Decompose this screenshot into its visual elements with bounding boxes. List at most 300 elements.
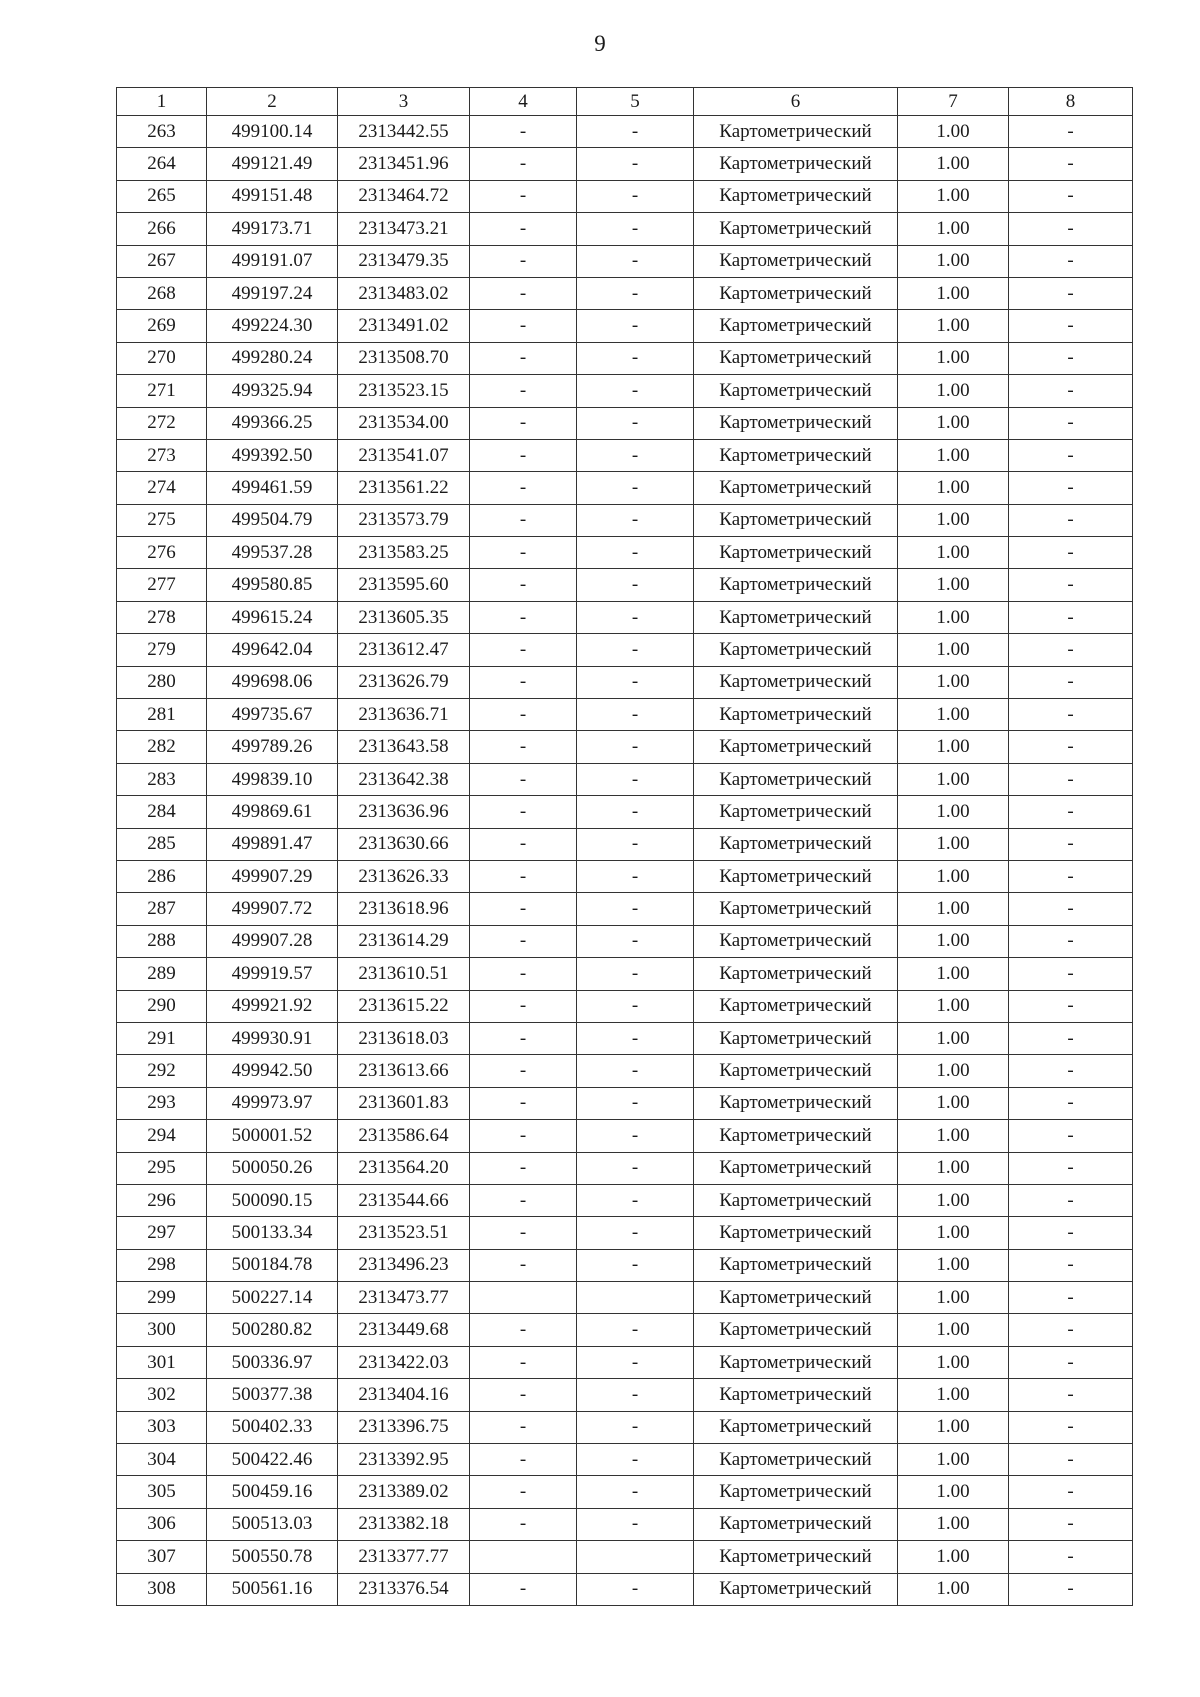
table-row (117, 1217, 1133, 1249)
col8-cell: - (1009, 1476, 1133, 1508)
col8-cell: - (1009, 763, 1133, 795)
method-cell: Картометрический (694, 1022, 898, 1054)
point-number-cell: 284 (117, 796, 207, 828)
method-cell: Картометрический (694, 375, 898, 407)
accuracy-cell: 1.00 (898, 666, 1009, 698)
point-number-cell: 307 (117, 1541, 207, 1573)
table-row (117, 1444, 1133, 1476)
col8-cell: - (1009, 860, 1133, 892)
y-coordinate-cell: 2313534.00 (338, 407, 470, 439)
x-coordinate-cell: 499537.28 (207, 537, 338, 569)
col4-cell: - (470, 569, 577, 601)
point-number-cell: 288 (117, 925, 207, 957)
col8-cell: - (1009, 925, 1133, 957)
x-coordinate-cell: 499615.24 (207, 601, 338, 633)
table-row (117, 1541, 1133, 1573)
point-number-cell: 283 (117, 763, 207, 795)
y-coordinate-cell: 2313508.70 (338, 342, 470, 374)
col5-cell: - (577, 601, 694, 633)
method-cell: Картометрический (694, 116, 898, 148)
accuracy-cell: 1.00 (898, 1152, 1009, 1184)
accuracy-cell: 1.00 (898, 148, 1009, 180)
col8-cell: - (1009, 1541, 1133, 1573)
point-number-cell: 276 (117, 537, 207, 569)
table-row (117, 601, 1133, 633)
accuracy-cell: 1.00 (898, 990, 1009, 1022)
x-coordinate-cell: 499907.28 (207, 925, 338, 957)
accuracy-cell: 1.00 (898, 1249, 1009, 1281)
point-number-cell: 267 (117, 245, 207, 277)
accuracy-cell: 1.00 (898, 1411, 1009, 1443)
accuracy-cell: 1.00 (898, 342, 1009, 374)
point-number-cell: 274 (117, 472, 207, 504)
col4-cell: - (470, 1120, 577, 1152)
method-cell: Картометрический (694, 763, 898, 795)
col5-cell (577, 1282, 694, 1314)
table-row (117, 1379, 1133, 1411)
point-number-cell: 277 (117, 569, 207, 601)
col8-cell: - (1009, 634, 1133, 666)
col8-cell: - (1009, 990, 1133, 1022)
col4-cell: - (470, 763, 577, 795)
y-coordinate-cell: 2313642.38 (338, 763, 470, 795)
col5-cell: - (577, 1573, 694, 1605)
y-coordinate-cell: 2313392.95 (338, 1444, 470, 1476)
col4-cell: - (470, 472, 577, 504)
point-number-cell: 299 (117, 1282, 207, 1314)
col8-cell: - (1009, 1444, 1133, 1476)
col5-cell: - (577, 310, 694, 342)
y-coordinate-cell: 2313613.66 (338, 1055, 470, 1087)
col8-cell: - (1009, 1217, 1133, 1249)
method-cell: Картометрический (694, 796, 898, 828)
method-cell: Картометрический (694, 1184, 898, 1216)
method-cell: Картометрический (694, 245, 898, 277)
method-cell: Картометрический (694, 634, 898, 666)
col8-cell: - (1009, 439, 1133, 471)
accuracy-cell: 1.00 (898, 310, 1009, 342)
col8-cell: - (1009, 472, 1133, 504)
point-number-cell: 268 (117, 277, 207, 309)
point-number-cell: 285 (117, 828, 207, 860)
table-row (117, 1282, 1133, 1314)
table-row (117, 860, 1133, 892)
col5-cell (577, 1541, 694, 1573)
point-number-cell: 290 (117, 990, 207, 1022)
table-row (117, 796, 1133, 828)
col4-cell: - (470, 1379, 577, 1411)
point-number-cell: 301 (117, 1346, 207, 1378)
y-coordinate-cell: 2313601.83 (338, 1087, 470, 1119)
accuracy-cell: 1.00 (898, 1346, 1009, 1378)
table-row (117, 310, 1133, 342)
col4-cell: - (470, 601, 577, 633)
method-cell: Картометрический (694, 731, 898, 763)
col8-cell: - (1009, 828, 1133, 860)
x-coordinate-cell: 499121.49 (207, 148, 338, 180)
col8-cell: - (1009, 1152, 1133, 1184)
point-number-cell: 269 (117, 310, 207, 342)
col4-cell: - (470, 148, 577, 180)
col8-cell: - (1009, 213, 1133, 245)
table-row (117, 1314, 1133, 1346)
accuracy-cell: 1.00 (898, 893, 1009, 925)
x-coordinate-cell: 499869.61 (207, 796, 338, 828)
col8-cell: - (1009, 375, 1133, 407)
col4-cell: - (470, 180, 577, 212)
col5-cell: - (577, 1022, 694, 1054)
table-row (117, 504, 1133, 536)
col8-cell: - (1009, 1087, 1133, 1119)
point-number-cell: 300 (117, 1314, 207, 1346)
method-cell: Картометрический (694, 537, 898, 569)
point-number-cell: 294 (117, 1120, 207, 1152)
x-coordinate-cell: 500422.46 (207, 1444, 338, 1476)
point-number-cell: 293 (117, 1087, 207, 1119)
point-number-cell: 271 (117, 375, 207, 407)
point-number-cell: 286 (117, 860, 207, 892)
column-header: 7 (898, 88, 1009, 116)
col5-cell: - (577, 1346, 694, 1378)
accuracy-cell: 1.00 (898, 1282, 1009, 1314)
accuracy-cell: 1.00 (898, 504, 1009, 536)
x-coordinate-cell: 499839.10 (207, 763, 338, 795)
y-coordinate-cell: 2313523.15 (338, 375, 470, 407)
method-cell: Картометрический (694, 407, 898, 439)
col8-cell: - (1009, 245, 1133, 277)
method-cell: Картометрический (694, 342, 898, 374)
table-row (117, 893, 1133, 925)
col8-cell: - (1009, 1314, 1133, 1346)
col4-cell: - (470, 1152, 577, 1184)
col4-cell: - (470, 828, 577, 860)
col4-cell: - (470, 634, 577, 666)
col5-cell: - (577, 407, 694, 439)
col4-cell: - (470, 504, 577, 536)
point-number-cell: 282 (117, 731, 207, 763)
x-coordinate-cell: 499907.72 (207, 893, 338, 925)
accuracy-cell: 1.00 (898, 116, 1009, 148)
col5-cell: - (577, 1508, 694, 1540)
y-coordinate-cell: 2313573.79 (338, 504, 470, 536)
method-cell: Картометрический (694, 925, 898, 957)
point-number-cell: 264 (117, 148, 207, 180)
x-coordinate-cell: 500336.97 (207, 1346, 338, 1378)
method-cell: Картометрический (694, 699, 898, 731)
accuracy-cell: 1.00 (898, 1120, 1009, 1152)
point-number-cell: 297 (117, 1217, 207, 1249)
y-coordinate-cell: 2313483.02 (338, 277, 470, 309)
table-row (117, 1573, 1133, 1605)
point-number-cell: 302 (117, 1379, 207, 1411)
col4-cell: - (470, 893, 577, 925)
col4-cell: - (470, 666, 577, 698)
coordinates-table (116, 87, 1133, 1606)
x-coordinate-cell: 499919.57 (207, 958, 338, 990)
col4-cell: - (470, 1411, 577, 1443)
col4-cell: - (470, 990, 577, 1022)
method-cell: Картометрический (694, 1152, 898, 1184)
y-coordinate-cell: 2313626.33 (338, 860, 470, 892)
col4-cell: - (470, 116, 577, 148)
col8-cell: - (1009, 1249, 1133, 1281)
method-cell: Картометрический (694, 1379, 898, 1411)
col8-cell: - (1009, 666, 1133, 698)
col4-cell: - (470, 407, 577, 439)
col4-cell: - (470, 1444, 577, 1476)
x-coordinate-cell: 500561.16 (207, 1573, 338, 1605)
col4-cell: - (470, 796, 577, 828)
col8-cell: - (1009, 1022, 1133, 1054)
method-cell: Картометрический (694, 1087, 898, 1119)
col5-cell: - (577, 472, 694, 504)
col4-cell: - (470, 213, 577, 245)
col4-cell: - (470, 1184, 577, 1216)
table-row (117, 731, 1133, 763)
col8-cell: - (1009, 731, 1133, 763)
col4-cell: - (470, 699, 577, 731)
col8-cell: - (1009, 1120, 1133, 1152)
y-coordinate-cell: 2313377.77 (338, 1541, 470, 1573)
accuracy-cell: 1.00 (898, 375, 1009, 407)
x-coordinate-cell: 499891.47 (207, 828, 338, 860)
y-coordinate-cell: 2313595.60 (338, 569, 470, 601)
col4-cell: - (470, 1022, 577, 1054)
accuracy-cell: 1.00 (898, 1314, 1009, 1346)
col8-cell: - (1009, 1411, 1133, 1443)
y-coordinate-cell: 2313636.96 (338, 796, 470, 828)
method-cell: Картометрический (694, 1249, 898, 1281)
accuracy-cell: 1.00 (898, 634, 1009, 666)
point-number-cell: 295 (117, 1152, 207, 1184)
col4-cell: - (470, 1087, 577, 1119)
method-cell: Картометрический (694, 180, 898, 212)
x-coordinate-cell: 500184.78 (207, 1249, 338, 1281)
y-coordinate-cell: 2313636.71 (338, 699, 470, 731)
point-number-cell: 279 (117, 634, 207, 666)
col5-cell: - (577, 1411, 694, 1443)
y-coordinate-cell: 2313583.25 (338, 537, 470, 569)
table-row (117, 1411, 1133, 1443)
col5-cell: - (577, 990, 694, 1022)
accuracy-cell: 1.00 (898, 439, 1009, 471)
table-row (117, 634, 1133, 666)
column-header: 8 (1009, 88, 1133, 116)
x-coordinate-cell: 499735.67 (207, 699, 338, 731)
x-coordinate-cell: 499191.07 (207, 245, 338, 277)
col8-cell: - (1009, 601, 1133, 633)
x-coordinate-cell: 500227.14 (207, 1282, 338, 1314)
y-coordinate-cell: 2313561.22 (338, 472, 470, 504)
table-row (117, 148, 1133, 180)
col5-cell: - (577, 699, 694, 731)
method-cell: Картометрический (694, 1508, 898, 1540)
table-row (117, 180, 1133, 212)
point-number-cell: 281 (117, 699, 207, 731)
accuracy-cell: 1.00 (898, 1379, 1009, 1411)
col5-cell: - (577, 116, 694, 148)
method-cell: Картометрический (694, 439, 898, 471)
table-row (117, 1087, 1133, 1119)
col5-cell: - (577, 1444, 694, 1476)
col4-cell (470, 1282, 577, 1314)
method-cell: Картометрический (694, 1541, 898, 1573)
y-coordinate-cell: 2313404.16 (338, 1379, 470, 1411)
col8-cell: - (1009, 310, 1133, 342)
col4-cell: - (470, 1476, 577, 1508)
y-coordinate-cell: 2313442.55 (338, 116, 470, 148)
x-coordinate-cell: 500513.03 (207, 1508, 338, 1540)
table-row (117, 213, 1133, 245)
col8-cell: - (1009, 537, 1133, 569)
col5-cell: - (577, 180, 694, 212)
table-row (117, 1120, 1133, 1152)
col5-cell: - (577, 148, 694, 180)
method-cell: Картометрический (694, 1217, 898, 1249)
column-header: 6 (694, 88, 898, 116)
accuracy-cell: 1.00 (898, 1022, 1009, 1054)
x-coordinate-cell: 499325.94 (207, 375, 338, 407)
col8-cell: - (1009, 1055, 1133, 1087)
point-number-cell: 272 (117, 407, 207, 439)
table-row (117, 277, 1133, 309)
method-cell: Картометрический (694, 1444, 898, 1476)
x-coordinate-cell: 499930.91 (207, 1022, 338, 1054)
point-number-cell: 306 (117, 1508, 207, 1540)
y-coordinate-cell: 2313610.51 (338, 958, 470, 990)
col4-cell: - (470, 342, 577, 374)
col5-cell: - (577, 277, 694, 309)
point-number-cell: 289 (117, 958, 207, 990)
table-row (117, 116, 1133, 148)
method-cell: Картометрический (694, 277, 898, 309)
method-cell: Картометрический (694, 828, 898, 860)
col5-cell: - (577, 666, 694, 698)
accuracy-cell: 1.00 (898, 731, 1009, 763)
point-number-cell: 278 (117, 601, 207, 633)
method-cell: Картометрический (694, 1346, 898, 1378)
point-number-cell: 287 (117, 893, 207, 925)
point-number-cell: 263 (117, 116, 207, 148)
point-number-cell: 308 (117, 1573, 207, 1605)
table-row (117, 537, 1133, 569)
page-number: 9 (594, 31, 606, 56)
col5-cell: - (577, 1476, 694, 1508)
accuracy-cell: 1.00 (898, 537, 1009, 569)
table-row (117, 666, 1133, 698)
table-row (117, 342, 1133, 374)
method-cell: Картометрический (694, 990, 898, 1022)
x-coordinate-cell: 500001.52 (207, 1120, 338, 1152)
y-coordinate-cell: 2313643.58 (338, 731, 470, 763)
col8-cell: - (1009, 116, 1133, 148)
method-cell: Картометрический (694, 1314, 898, 1346)
accuracy-cell: 1.00 (898, 796, 1009, 828)
point-number-cell: 298 (117, 1249, 207, 1281)
col5-cell: - (577, 439, 694, 471)
col5-cell: - (577, 213, 694, 245)
point-number-cell: 305 (117, 1476, 207, 1508)
col8-cell: - (1009, 893, 1133, 925)
col5-cell: - (577, 375, 694, 407)
accuracy-cell: 1.00 (898, 860, 1009, 892)
col4-cell: - (470, 310, 577, 342)
y-coordinate-cell: 2313496.23 (338, 1249, 470, 1281)
method-cell: Картометрический (694, 601, 898, 633)
col8-cell: - (1009, 1282, 1133, 1314)
col8-cell: - (1009, 958, 1133, 990)
col8-cell: - (1009, 180, 1133, 212)
point-number-cell: 273 (117, 439, 207, 471)
accuracy-cell: 1.00 (898, 763, 1009, 795)
col5-cell: - (577, 245, 694, 277)
y-coordinate-cell: 2313422.03 (338, 1346, 470, 1378)
col5-cell: - (577, 1087, 694, 1119)
accuracy-cell: 1.00 (898, 1476, 1009, 1508)
point-number-cell: 304 (117, 1444, 207, 1476)
accuracy-cell: 1.00 (898, 601, 1009, 633)
col4-cell: - (470, 958, 577, 990)
col4-cell: - (470, 1508, 577, 1540)
col5-cell: - (577, 796, 694, 828)
col5-cell: - (577, 925, 694, 957)
col4-cell: - (470, 1055, 577, 1087)
x-coordinate-cell: 500280.82 (207, 1314, 338, 1346)
method-cell: Картометрический (694, 1573, 898, 1605)
col5-cell: - (577, 504, 694, 536)
method-cell: Картометрический (694, 569, 898, 601)
accuracy-cell: 1.00 (898, 699, 1009, 731)
col8-cell: - (1009, 796, 1133, 828)
x-coordinate-cell: 499461.59 (207, 472, 338, 504)
point-number-cell: 296 (117, 1184, 207, 1216)
x-coordinate-cell: 499921.92 (207, 990, 338, 1022)
col5-cell: - (577, 1249, 694, 1281)
accuracy-cell: 1.00 (898, 828, 1009, 860)
x-coordinate-cell: 499173.71 (207, 213, 338, 245)
table-body (117, 116, 1133, 1606)
x-coordinate-cell: 500550.78 (207, 1541, 338, 1573)
method-cell: Картометрический (694, 310, 898, 342)
col4-cell (470, 1541, 577, 1573)
col4-cell: - (470, 439, 577, 471)
col8-cell: - (1009, 277, 1133, 309)
accuracy-cell: 1.00 (898, 1055, 1009, 1087)
col5-cell: - (577, 731, 694, 763)
x-coordinate-cell: 499197.24 (207, 277, 338, 309)
y-coordinate-cell: 2313389.02 (338, 1476, 470, 1508)
point-number-cell: 291 (117, 1022, 207, 1054)
x-coordinate-cell: 499392.50 (207, 439, 338, 471)
x-coordinate-cell: 499973.97 (207, 1087, 338, 1119)
col5-cell: - (577, 1152, 694, 1184)
table-row (117, 1249, 1133, 1281)
table-row (117, 439, 1133, 471)
col5-cell: - (577, 763, 694, 795)
y-coordinate-cell: 2313618.96 (338, 893, 470, 925)
x-coordinate-cell: 500402.33 (207, 1411, 338, 1443)
x-coordinate-cell: 499789.26 (207, 731, 338, 763)
col5-cell: - (577, 958, 694, 990)
accuracy-cell: 1.00 (898, 1217, 1009, 1249)
x-coordinate-cell: 499100.14 (207, 116, 338, 148)
method-cell: Картометрический (694, 958, 898, 990)
accuracy-cell: 1.00 (898, 1573, 1009, 1605)
y-coordinate-cell: 2313382.18 (338, 1508, 470, 1540)
method-cell: Картометрический (694, 1411, 898, 1443)
y-coordinate-cell: 2313479.35 (338, 245, 470, 277)
x-coordinate-cell: 499151.48 (207, 180, 338, 212)
